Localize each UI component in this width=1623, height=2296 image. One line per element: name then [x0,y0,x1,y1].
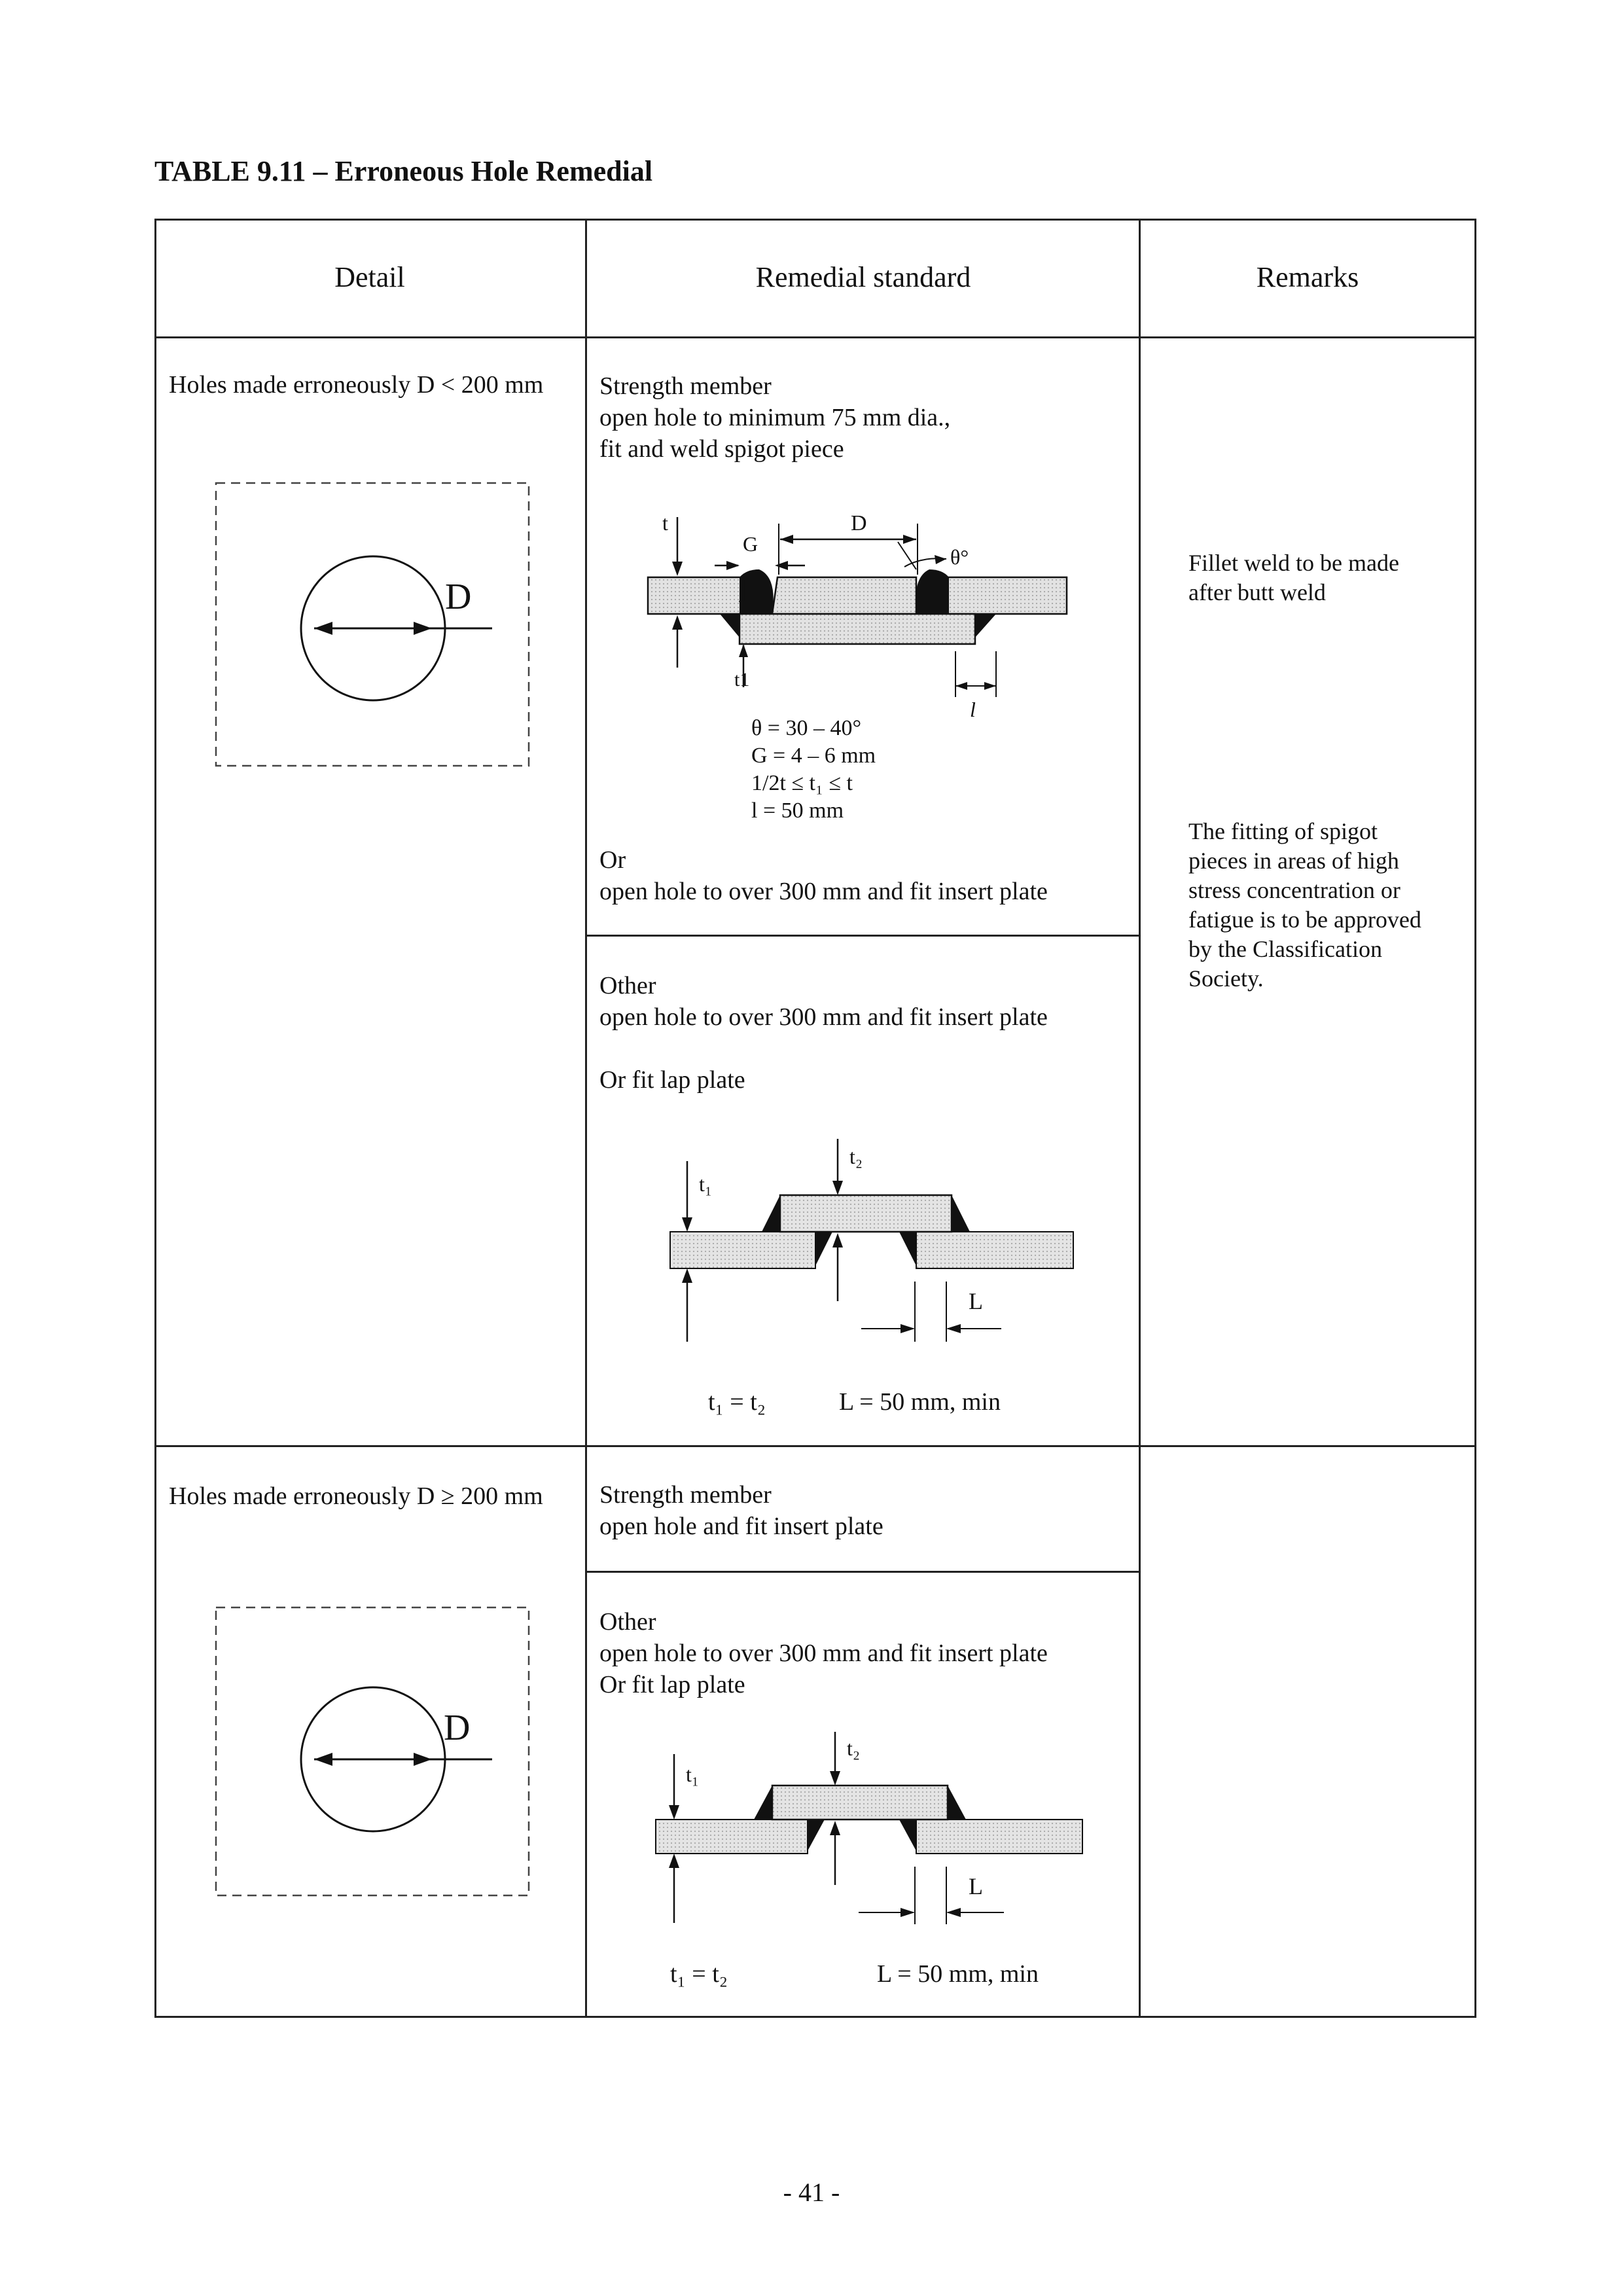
row1-lap-plate-diagram [661,1132,1080,1355]
svg-text:t₂: t₂ [847,1736,861,1760]
row1-other-text: open hole to over 300 mm and fit insert plate [599,1003,1048,1031]
row1-remark2-line1: The fitting of spigot [1188,818,1378,844]
table-title: TABLE 9.11 – Erroneous Hole Remedial [154,155,653,187]
row1-strength-line2: fit and weld spigot piece [599,435,844,463]
row2-lap-eq2: L = 50 mm, min [877,1960,1039,1988]
spigot-var-t1: 1/2t ≤ t₁ ≤ t [751,771,853,795]
header-remarks: Remarks [1256,261,1359,293]
svg-text:t₂: t₂ [849,1145,863,1168]
spigot-weld-diagram [635,504,1106,720]
row1-remark2-line6: Society. [1188,965,1264,992]
row1-lap-eq2: L = 50 mm, min [839,1388,1001,1416]
svg-text:t: t [662,511,668,535]
row1-detail-text: Holes made erroneously D < 200 mm [169,371,544,399]
row1-diagram-d-label: D [445,577,472,617]
row2-lap-eq1: t₁ = t₂ [670,1960,728,1988]
row1-other-heading: Other [599,972,656,999]
spigot-var-theta: θ = 30 – 40° [751,716,862,740]
svg-text:G: G [743,532,758,556]
row1-strength-line1: open hole to minimum 75 mm dia., [599,404,951,431]
row2-lap-plate-diagram [647,1728,1092,1937]
svg-text:D: D [851,511,867,535]
svg-text:L: L [969,1873,983,1899]
svg-text:t1: t1 [734,669,750,691]
page-number: - 41 - [783,2178,840,2207]
row1-strength-heading: Strength member [599,372,772,400]
row2-other-text: open hole to over 300 mm and fit insert plate [599,1640,1048,1667]
row1-remark2-line3: stress concentration or [1188,877,1400,903]
row2-detail-text: Holes made erroneously D ≥ 200 mm [169,1482,543,1510]
row2-diagram-d-label: D [444,1708,471,1748]
row1-lap-eq1: t₁ = t₂ [708,1388,766,1416]
row1-or-text: open hole to over 300 mm and fit insert plate [599,878,1048,905]
row1-remark2-line4: fatigue is to be approved [1188,906,1421,933]
svg-text:L: L [969,1288,983,1314]
svg-text:t₁: t₁ [699,1172,713,1196]
row2-strength-text: open hole and fit insert plate [599,1513,883,1540]
header-remedial: Remedial standard [755,261,971,293]
row1-remark2-line2: pieces in areas of high [1188,848,1399,874]
row2-strength-heading: Strength member [599,1481,772,1509]
row1-remark1-line2: after butt weld [1188,579,1326,605]
row1-remark1-line1: Fillet weld to be made [1188,550,1399,576]
row1-remark2-line5: by the Classification [1188,936,1382,962]
svg-text:l: l [970,698,976,720]
spigot-var-l: l = 50 mm [751,798,844,823]
spigot-var-g: G = 4 – 6 mm [751,744,876,768]
svg-text:t₁: t₁ [686,1763,700,1786]
row2-hole-diagram [209,1602,537,1903]
row2-other-heading: Other [599,1608,656,1636]
row2-or-lap: Or fit lap plate [599,1671,745,1698]
row1-or-lap: Or fit lap plate [599,1066,745,1094]
svg-text:θ°: θ° [950,545,969,569]
header-detail: Detail [334,261,405,293]
row1-or-label: Or [599,846,626,874]
row1-hole-diagram [209,478,537,772]
